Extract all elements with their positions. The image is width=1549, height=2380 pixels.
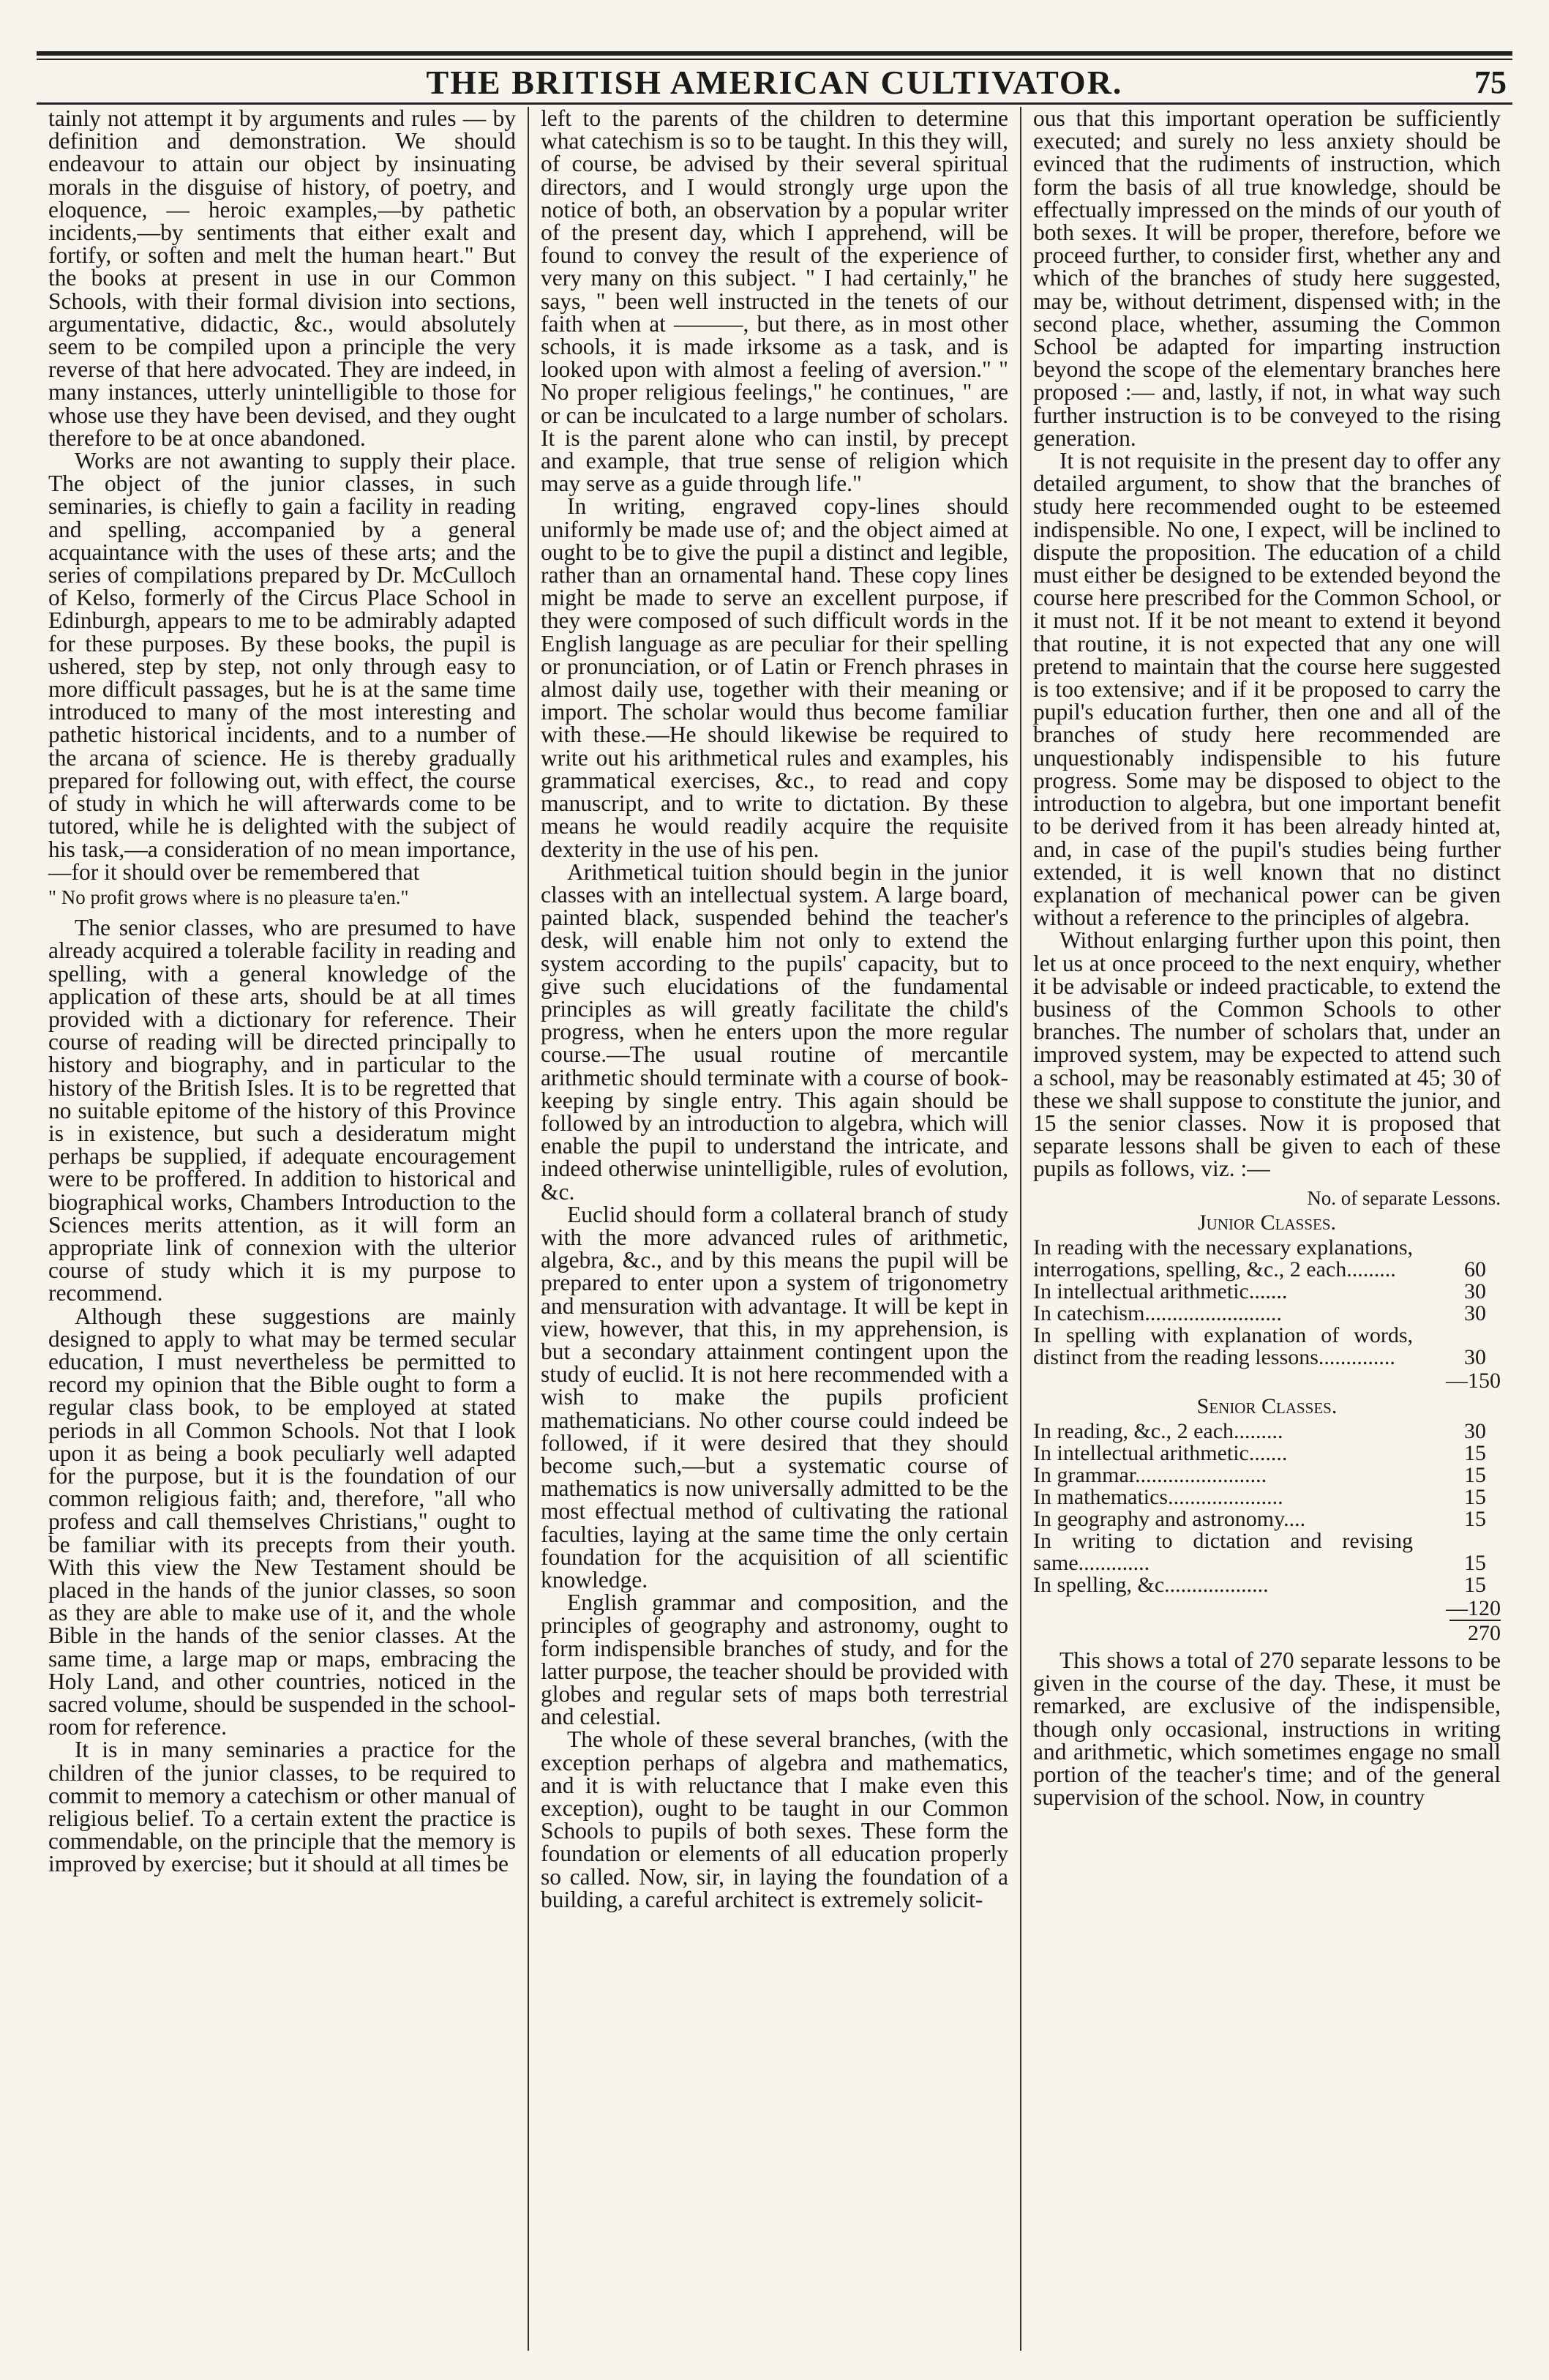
grand-total-row xyxy=(1033,1620,1501,1645)
paragraph: Although these suggestions are mainly designed to apply to what may be termed secular education, I must nevertheless be permitted to record my opinion that the Bible ought to form a regular class book, to be employed at stated periods in all Common Schools. Not that I look upon it as being a book peculiarly well adapted for the purpose, but it is the foundation of our common religious faith; and, therefore, "all who profess and call themselves Christians," ought to be familiar with its precepts from their youth. With this view the New Testament should be placed in the hands of the junior classes, so soon as they are able to make use of it, and the whole Bible in the hands of the senior classes. At the same time, a large map or maps, embracing the Holy Land, and other countries, noticed in the sacred volume, should be suspended in the school-room for reference. xyxy=(48,1303,516,1740)
paragraph: Without enlarging further upon this point, then let us at once proceed to the next enquiry, whether it be advisable or indeed practicable, to extend the business of the Common Schools to other branches. The number of scholars that, under an improved system, may be expected to attend such a school, may be reasonably estimated at 45; 30 of these we shall suppose to constitute the junior, and 15 the senior classes. Now it is proposed that separate lessons shall be given to each of these pupils as follows, viz. :— xyxy=(1033,927,1501,1182)
lesson-label: In geography and astronomy.... xyxy=(1033,1506,1306,1531)
paragraph: ous that this important operation be sufficiently executed; and surely no less anxiety should be evinced that the rudiments of instruction, which form the basis of all true knowledge, should be effectually impressed on the minds of our youth of both sexes. It will be proper, therefore, before we proceed further, to consider first, whether any and which of the branches of study here suggested, may be, without detriment, dispensed with; in the second place, whether, assuming the Common School be adapted for imparting instruction beyond the scope of the elementary branches here proposed :— and, lastly, if not, in what way such further instruction is to be conveyed to the rising generation. xyxy=(1033,107,1501,451)
lesson-label: In writing to dictation and revising same............. xyxy=(1033,1528,1413,1575)
lesson-label: In intellectual arithmetic....... xyxy=(1033,1440,1288,1465)
paragraph: Euclid should form a collateral branch of study with the more advanced rules of arithmetic, algebra, &c., and by this means the pupil will be prepared to enter upon a system of trigonometry and mensuration with advantage. It will be kept in view, however, that this, in my apprehension, is but a secondary attainment contingent upon the study of euclid. It is not here recommended with a wish to make the pupils proficient mathematicians. No other course could indeed be followed, if it were desired that they should become such,—but a systematic course of mathematics is now universally admitted to be the most effectual method of cultivating the rational faculties, laying at the same time the only certain foundation for the acquisition of all scientific knowledge. xyxy=(541,1201,1008,1593)
lesson-count: 15 xyxy=(1464,1440,1486,1465)
lesson-count: 15 xyxy=(1464,1506,1486,1531)
lesson-label: In spelling with explanation of words, distinct from the reading lessons.............. xyxy=(1033,1322,1413,1369)
lesson-row xyxy=(1033,1486,1501,1508)
senior-total-row xyxy=(1033,1595,1501,1620)
column-3-closing-paragraph: This shows a total of 270 separate lessons to be given in the course of the day. These, it must be remarked, are exclusive of the indispensible, though only occasional, instructions in writing and arithmetic, which sometimes engage no small portion of the teacher's time; and of the general supervision of the school. Now, in country xyxy=(1033,1647,1501,1811)
lesson-count: 30 xyxy=(1464,1344,1486,1369)
lesson-count: 15 xyxy=(1464,1550,1486,1575)
lesson-label: In spelling, &c................... xyxy=(1033,1572,1269,1597)
lesson-label: In reading, &c., 2 each......... xyxy=(1033,1418,1283,1443)
lesson-row xyxy=(1033,1325,1501,1369)
lesson-row xyxy=(1033,1530,1501,1574)
junior-classes-heading: Junior Classes. xyxy=(1197,1210,1337,1235)
lesson-count: 15 xyxy=(1464,1484,1486,1509)
grand-total: 270 xyxy=(1468,1620,1501,1645)
top-rule-thin xyxy=(37,59,1512,60)
lesson-row xyxy=(1033,1421,1501,1442)
column-1 xyxy=(37,107,528,2351)
senior-lessons-table xyxy=(1033,1418,1501,1597)
junior-total-row xyxy=(1033,1370,1501,1392)
lesson-label: In mathematics..................... xyxy=(1033,1484,1283,1509)
lesson-row xyxy=(1033,1508,1501,1530)
lesson-label: In catechism......................... xyxy=(1033,1301,1282,1325)
page-number: 75 xyxy=(1474,64,1507,100)
junior-lessons-table xyxy=(1033,1237,1501,1369)
lesson-row xyxy=(1033,1303,1501,1325)
lesson-count: 60 xyxy=(1464,1257,1486,1281)
lesson-label: In reading with the necessary explanations, interrogations, spelling, &c., 2 each......... xyxy=(1033,1235,1413,1281)
text-columns xyxy=(37,107,1512,2351)
top-rule xyxy=(37,51,1512,56)
lesson-count: 30 xyxy=(1464,1418,1486,1443)
paragraph: The senior classes, who are presumed to have already acquired a tolerable facility in reading and spelling, with a general knowledge of the application of these arts, should be at all times provided with a dictionary for reference. Their course of reading will be directed principally to history and biography, and in particular to the history of the British Isles. It is to be regretted that no suitable epitome of the history of this Province is in existence, but such a desideratum might perhaps be supplied, if adequate encouragement were to be proffered. In addition to historical and biographical works, Chambers Introduction to the Sciences merits attention, as it will form an appropriate link of connexion with the ulterior course of study which it is my purpose to recommend. xyxy=(48,915,516,1306)
lesson-row xyxy=(1033,1464,1501,1486)
lesson-count: 15 xyxy=(1464,1462,1486,1487)
lessons-column-header: No. of separate Lessons. xyxy=(1307,1186,1501,1209)
lesson-row xyxy=(1033,1442,1501,1464)
paragraph: tainly not attempt it by arguments and rules — by definition and demonstration. We should endeavour to attain our object by insinuating morals in the disguise of history, of poetry, and eloquence, — heroic examples,—by pathetic incidents,—by sentiments that either exalt and fortify, or soften and melt the human heart." But the books at present in use in our Common Schools, with their formal division into sections, argumentative, didactic, &c., would absolutely seem to be compiled upon a principle the very reverse of that here advocated. They are indeed, in many instances, utterly unintelligible to those for whose use they have been devised, and they ought therefore to be at once abandoned. xyxy=(48,107,516,451)
paragraph: left to the parents of the children to determine what catechism is so to be taught. In this they will, of course, be advised by their several spiritual directors, and I would strongly urge upon the notice of both, an observation by a popular writer of the present day, which I apprehend, will be found to convey the result of the experience of very many on this subject. " I had certainly," he says, " been well instructed in the tenets of our faith when at ———, but there, as in most other schools, it is made irksome as a task, and is looked upon with almost a feeling of aversion." " No proper religious feelings," he continues, " are or can be inculcated to a large number of scholars. It is the parent alone who can instil, by precept and example, that true sense of religion which may serve as a guide through life." xyxy=(541,107,1008,497)
masthead xyxy=(37,61,1512,105)
paragraph: It is not requisite in the present day to offer any detailed argument, to show that the branches of study here recommended ought to be esteemed indispensible. No one, I expect, will be inclined to dispute the proposition. The education of a child must either be designed to be extended beyond the course here prescribed for the Common School, or it must not. If it be not meant to extend it beyond that routine, it is not expected that any one will pretend to maintain that the course here suggested is too extensive; and if it be proposed to carry the pupil's education further, then one and all of the branches of study here recommended are unquestionably indispensible to his future progress. Some may be disposed to object to the introduction to algebra, but one important benefit to be derived from it has been already hinted at, and, in case of the pupil's studies being further extended, it is well known that no distinct explanation of mechanical power can be given without a reference to the principles of algebra. xyxy=(1033,448,1501,931)
column-2 xyxy=(528,107,1020,2351)
lesson-count: 15 xyxy=(1464,1572,1486,1597)
lesson-row xyxy=(1033,1281,1501,1303)
lesson-count: 30 xyxy=(1464,1301,1486,1325)
paragraph: The whole of these several branches, (with the exception perhaps of algebra and mathematics, and it is with reluctance that I make even this exception), ought to be taught in our Common Schools to pupils of both sexes. These form the foundation or elements of all education properly so called. Now, sir, in laying the foundation of a building, a careful architect is extremely solicit- xyxy=(541,1726,1008,1912)
lesson-label: In grammar........................ xyxy=(1033,1462,1267,1487)
column-3-paragraphs xyxy=(1033,107,1501,1180)
paragraph: In writing, engraved copy-lines should uniformly be made use of; and the object aimed at ought to be to give the pupil a distinct and legible, rather than an ornamental hand. These copy lines might be made to serve an excellent purpose, if they were composed of such difficult words in the English language as are peculiar for their spelling or pronunciation, or of Latin or French phrases in almost daily use, together with their meaning or import. The scholar would thus become familiar with these.—He should likewise be required to write out his arithmetical rules and examples, his grammatical exercises, &c., to read and copy manuscript, and to write to dictation. By these means he would readily acquire the requisite dexterity in the use of his pen. xyxy=(541,493,1008,862)
paragraph: English grammar and composition, and the principles of geography and astronomy, ought to form indispensible branches of study, and for the latter purpose, the teacher should be provided with globes and regular sets of maps both terrestrial and celestial. xyxy=(541,1590,1008,1730)
senior-total: —120 xyxy=(1446,1595,1501,1620)
page-title: THE BRITISH AMERICAN CULTIVATOR. xyxy=(426,63,1123,101)
lesson-row xyxy=(1033,1574,1501,1596)
lesson-count: 30 xyxy=(1464,1279,1486,1303)
lesson-row xyxy=(1033,1237,1501,1281)
lesson-label: In intellectual arithmetic....... xyxy=(1033,1279,1288,1303)
senior-classes-heading: Senior Classes. xyxy=(1196,1393,1338,1418)
paragraph: It is in many seminaries a practice for the children of the junior classes, to be required to commit to memory a catechism or other manual of religious belief. To a certain extent the practice is commendable, on the principle that the memory is improved by exercise; but it should at all times be xyxy=(48,1737,516,1877)
paragraph: " No profit grows where is no pleasure ta'en." xyxy=(48,886,409,908)
column-3 xyxy=(1020,107,1512,2351)
paragraph: Arithmetical tuition should begin in the junior classes with an intellectual system. A large board, painted black, suspended behind the teacher's desk, will enable him not only to extend the system according to the pupils' capacity, but to give such elucidations of the fundamental principles as will greatly facilitate the child's progress, when he enters upon the more regular course.—The usual routine of mercantile arithmetic should terminate with a course of book-keeping by single entry. This again should be followed by an introduction to algebra, which will enable the pupil to understand the intricate, and indeed otherwise unintelligible, rules of evolution, &c. xyxy=(541,858,1008,1205)
paragraph: Works are not awanting to supply their place. The object of the junior classes, in such seminaries, is chiefly to gain a facility in reading and spelling, accompanied by a general acquaintance with the uses of these arts; and the series of compilations prepared by Dr. McCulloch of Kelso, formerly of the Circus Place School in Edinburgh, appears to me to be admirably adapted for these purposes. By these books, the pupil is ushered, step by step, not only through easy to more difficult passages, but he is at the same time introduced to many of the most interesting and pathetic historical incidents, and to a number of the arcana of science. He is thereby gradually prepared for following out, with effect, the course of study in which he will afterwards come to be tutored, while he is delighted with the subject of his task,—a consideration of no mean importance,—for it should over be remembered that xyxy=(48,448,516,885)
junior-total: —150 xyxy=(1446,1368,1501,1393)
